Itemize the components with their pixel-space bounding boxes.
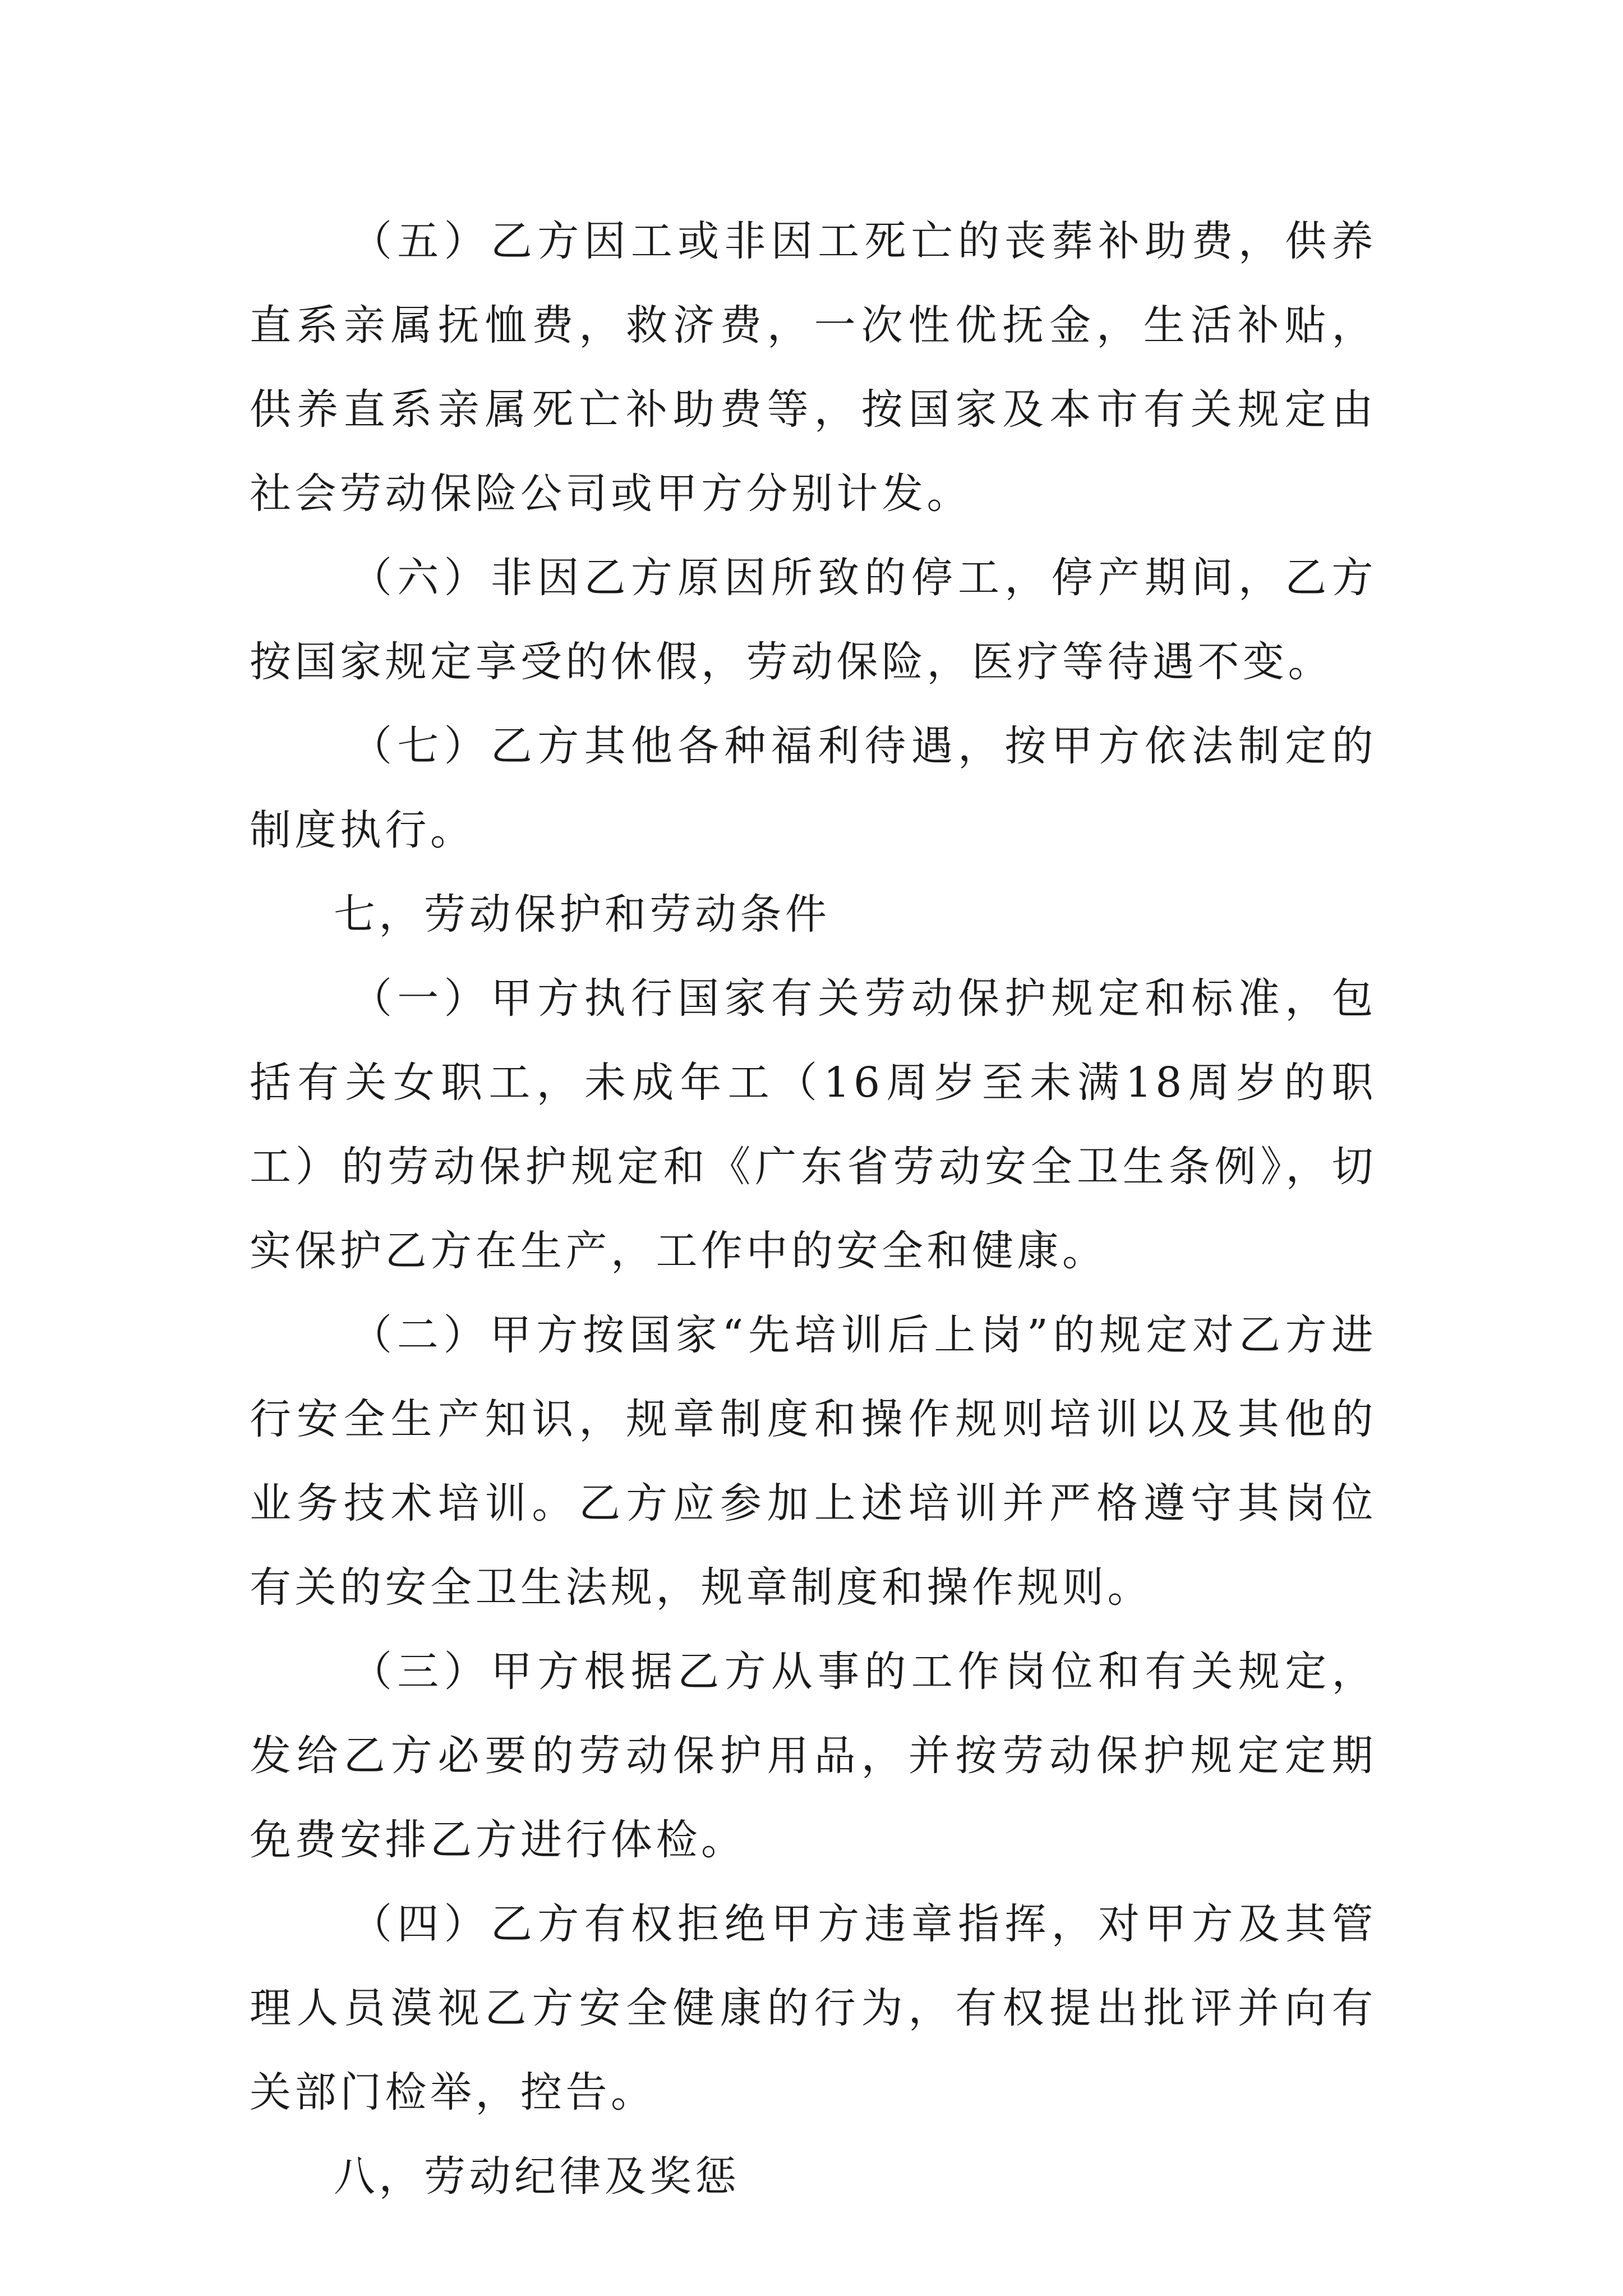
section-heading-discipline: 八，劳动纪律及奖惩 [334,2152,740,2201]
clause-4-right-to-refuse: （四）乙方有权拒绝甲方违章指挥，对甲方及其管理人员漠视乙方安全健康的行为，有权提出批评并向有关部门检举，控告。 [250,1900,1377,2116]
clause-6-work-stoppage: （六）非因乙方原因所致的停工，停产期间，乙方按国家规定享受的休假，劳动保险，医疗等待遇不变。 [250,554,1377,686]
document-body [250,199,1377,2219]
clause-2-safety-training: （二）甲方按国家“先培训后上岗”的规定对乙方进行安全生产知识，规章制度和操作规则培训以及其他的业务技术培训。乙方应参加上述培训并严格遵守其岗位有关的安全卫生法规，规章制度和操作规则。 [250,1311,1377,1612]
clause-3-protective-equipment: （三）甲方根据乙方从事的工作岗位和有关规定，发给乙方必要的劳动保护用品，并按劳动保护规定定期免费安排乙方进行体检。 [250,1648,1377,1864]
section-heading-labor-protection: 七，劳动保护和劳动条件 [334,890,831,938]
clause-5-funeral-subsidy: （五）乙方因工或非因工死亡的丧葬补助费，供养直系亲属抚恤费，救济费，一次性优抚金，生活补贴，供养直系亲属死亡补助费等，按国家及本市有关规定由社会劳动保险公司或甲方分别计发。 [250,217,1377,518]
clause-1-protection-standards: （一）甲方执行国家有关劳动保护规定和标准，包括有关女职工，未成年工（16周岁至未满18周岁的职工）的劳动保护规定和《广东省劳动安全卫生条例》，切实保护乙方在生产，工作中的安全和健康。 [250,974,1377,1275]
clause-7-other-welfare: （七）乙方其他各种福利待遇，按甲方依法制定的制度执行。 [250,722,1377,854]
